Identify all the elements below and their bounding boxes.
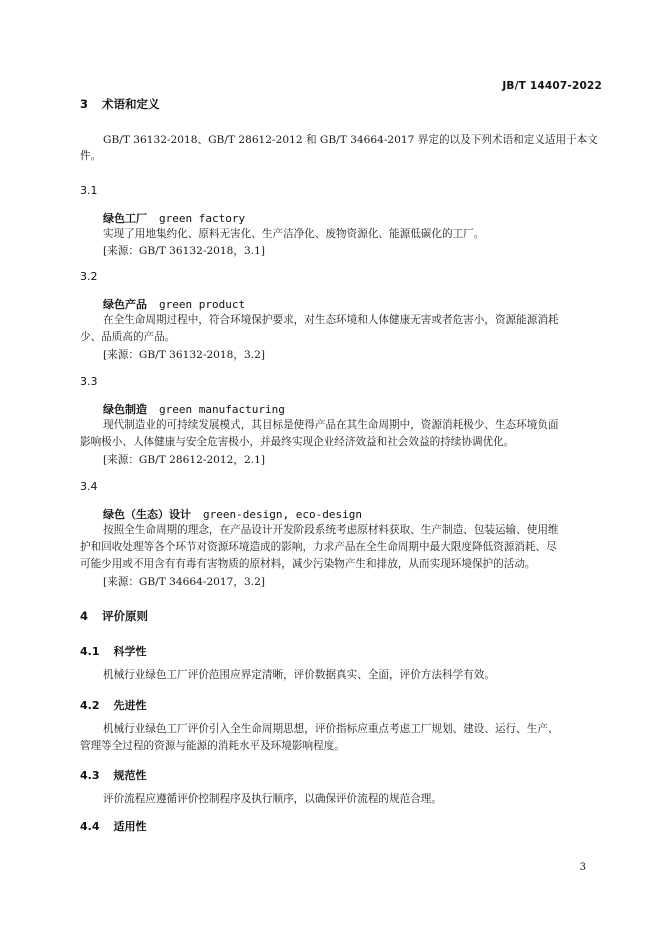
principle-number: 4.3	[80, 769, 100, 782]
principle-title: 科学性	[113, 645, 147, 658]
term-definition-line: 在全生命周期过程中，符合环境保护要求，对生态环境和人体健康无害或者危害小，资源能源消耗	[103, 314, 559, 326]
term-definition-line: 按照全生命周期的理念，在产品设计开发阶段系统考虑原材料获取、生产制造、包装运输、使用维	[103, 524, 559, 536]
section-4-title: 评价原则	[102, 609, 149, 623]
principle-text-line: 评价流程应遵循评价控制程序及执行顺序，以确保评价流程的规范合理。	[103, 793, 442, 805]
term-definition-line: 少、品质高的产品。	[80, 331, 176, 343]
term-source: [来源：GB/T 34664-2017，3.2]	[103, 576, 265, 588]
section-3-number: 3	[80, 97, 89, 111]
term-number: 3.2	[80, 270, 98, 283]
principle-title: 适用性	[113, 820, 147, 833]
principle-text-line: 机械行业绿色工厂评价范围应界定清晰，评价数据真实、全面，评价方法科学有效。	[103, 669, 495, 681]
term-number: 3.3	[80, 375, 98, 388]
principle-number: 4.1	[80, 645, 100, 658]
section-4-heading	[80, 608, 148, 624]
term-definition-line: 实现了用地集约化、原料无害化、生产洁净化、废物资源化、能源低碳化的工厂。	[103, 228, 485, 240]
term-zh: 绿色（生态）设计	[103, 508, 191, 521]
section-3-intro-line-2: 件。	[80, 150, 102, 162]
term-en: green product	[159, 298, 246, 311]
section-3-intro-line-1: GB/T 36132-2018、GB/T 28612-2012 和 GB/T 34664-2017 界定的以及下列术语和定义适用于本文	[103, 134, 598, 146]
principle-heading	[80, 767, 147, 783]
term-definition-line: 可能少用或不用含有有毒有害物质的原材料，减少污染物产生和排放，从而实现环境保护的活动。	[80, 558, 536, 570]
term-definition-line: 影响极小、人体健康与安全危害极小，并最终实现企业经济效益和社会效益的持续协调优化。	[80, 436, 515, 448]
principle-heading	[80, 697, 147, 713]
term-zh: 绿色工厂	[103, 212, 147, 225]
principle-text-line: 管理等全过程的资源与能源的消耗水平及环境影响程度。	[80, 740, 345, 752]
section-4-number: 4	[80, 609, 89, 623]
term-number: 3.1	[80, 184, 98, 197]
term-en: green factory	[159, 212, 246, 225]
term-zh: 绿色产品	[103, 298, 147, 311]
principle-title: 先进性	[113, 699, 147, 712]
term-number: 3.4	[80, 480, 98, 493]
principle-title: 规范性	[113, 769, 147, 782]
principle-heading	[80, 643, 147, 659]
term-definition-line: 护和回收处理等各个环节对资源环境造成的影响，力求产品在全生命周期中最大限度降低资源消耗、尽	[80, 541, 557, 553]
page-number: 3	[579, 862, 586, 873]
term-title	[103, 210, 245, 226]
term-en: green manufacturing	[159, 403, 285, 416]
term-source: [来源：GB/T 28612-2012，2.1]	[103, 454, 265, 466]
term-title	[103, 296, 245, 312]
principle-number: 4.2	[80, 699, 100, 712]
term-zh: 绿色制造	[103, 403, 147, 416]
term-en: green-design, eco-design	[203, 508, 362, 521]
term-source: [来源：GB/T 36132-2018，3.1]	[103, 245, 265, 257]
term-definition-line: 现代制造业的可持续发展模式，其目标是使得产品在其生命周期中，资源消耗极少、生态环境负面	[103, 419, 559, 431]
principle-heading	[80, 818, 147, 834]
term-title	[103, 401, 285, 417]
term-source: [来源：GB/T 36132-2018，3.2]	[103, 349, 265, 361]
principle-text-line: 机械行业绿色工厂评价引入全生命周期思想，评价指标应重点考虑工厂规划、建设、运行、生产、	[103, 723, 559, 735]
principle-number: 4.4	[80, 820, 100, 833]
term-title	[103, 506, 362, 522]
section-3-heading	[80, 96, 160, 112]
standard-code: JB/T 14407-2022	[502, 80, 602, 92]
section-3-title: 术语和定义	[102, 97, 160, 111]
